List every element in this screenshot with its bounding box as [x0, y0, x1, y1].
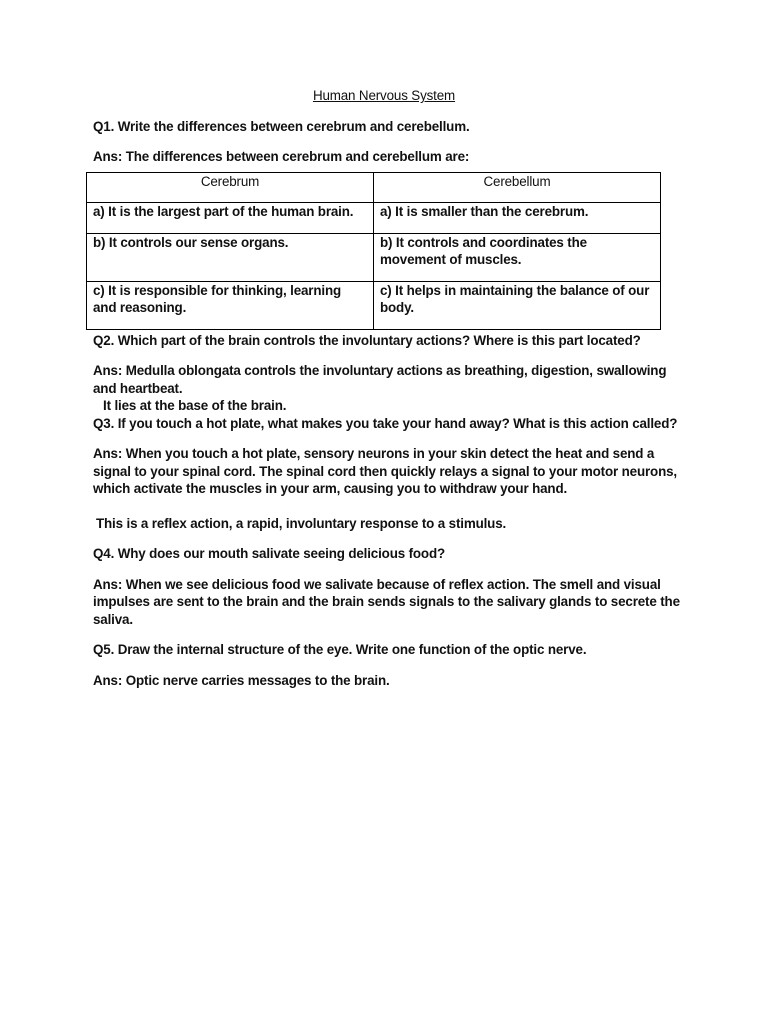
table-row	[87, 281, 661, 329]
table-row	[87, 203, 661, 234]
table-cell: a) It is smaller than the cerebrum.	[374, 203, 661, 234]
differences-table	[86, 172, 661, 330]
table-row	[87, 233, 661, 281]
q5-answer: Ans: Optic nerve carries messages to the brain.	[93, 672, 390, 688]
q4-question: Q4. Why does our mouth salivate seeing delicious food?	[93, 546, 446, 561]
q5-question: Q5. Draw the internal structure of the eye. Write one function of the optic nerve.	[93, 642, 587, 657]
table-header-row	[87, 172, 661, 203]
q3-question: Q3. If you touch a hot plate, what makes you take your hand away? What is this action called?	[93, 415, 678, 431]
document-title: Human Nervous System	[312, 88, 456, 103]
table-header-cerebrum: Cerebrum	[87, 172, 374, 203]
table-cell: a) It is the largest part of the human brain.	[87, 203, 374, 234]
q2-question: Q2. Which part of the brain controls the involuntary actions? Where is this part located?	[93, 332, 641, 348]
table-cell: c) It is responsible for thinking, learning and reasoning.	[87, 281, 374, 329]
document-body	[93, 87, 683, 689]
table-cell: b) It controls our sense organs.	[87, 233, 374, 281]
q2-answer-cont: It lies at the base of the brain.	[103, 398, 287, 413]
q2-answer: Ans: Medulla oblongata controls the involuntary actions as breathing, digestion, swallowing and heartbeat.	[93, 363, 667, 396]
q3-answer-cont: This is a reflex action, a rapid, involuntary response to a stimulus.	[96, 515, 507, 531]
q1-answer-intro: Ans: The differences between cerebrum and cerebellum are:	[93, 149, 470, 164]
q4-answer: Ans: When we see delicious food we salivate because of reflex action. The smell and visual impulses are sent to the brain and the brain sends signals to the salivary glands to secrete the saliva.	[93, 576, 680, 627]
q1-question: Q1. Write the differences between cerebrum and cerebellum.	[93, 118, 470, 134]
table-header-cerebellum: Cerebellum	[374, 172, 661, 203]
table-cell: c) It helps in maintaining the balance of our body.	[374, 281, 661, 329]
q3-answer: Ans: When you touch a hot plate, sensory neurons in your skin detect the heat and send a signal to your spinal cord. The spinal cord then quickly relays a signal to your motor neurons, which activate the muscles in your arm, causing you to withdraw your hand.	[93, 446, 677, 496]
table-cell: b) It controls and coordinates the movement of muscles.	[374, 233, 661, 281]
